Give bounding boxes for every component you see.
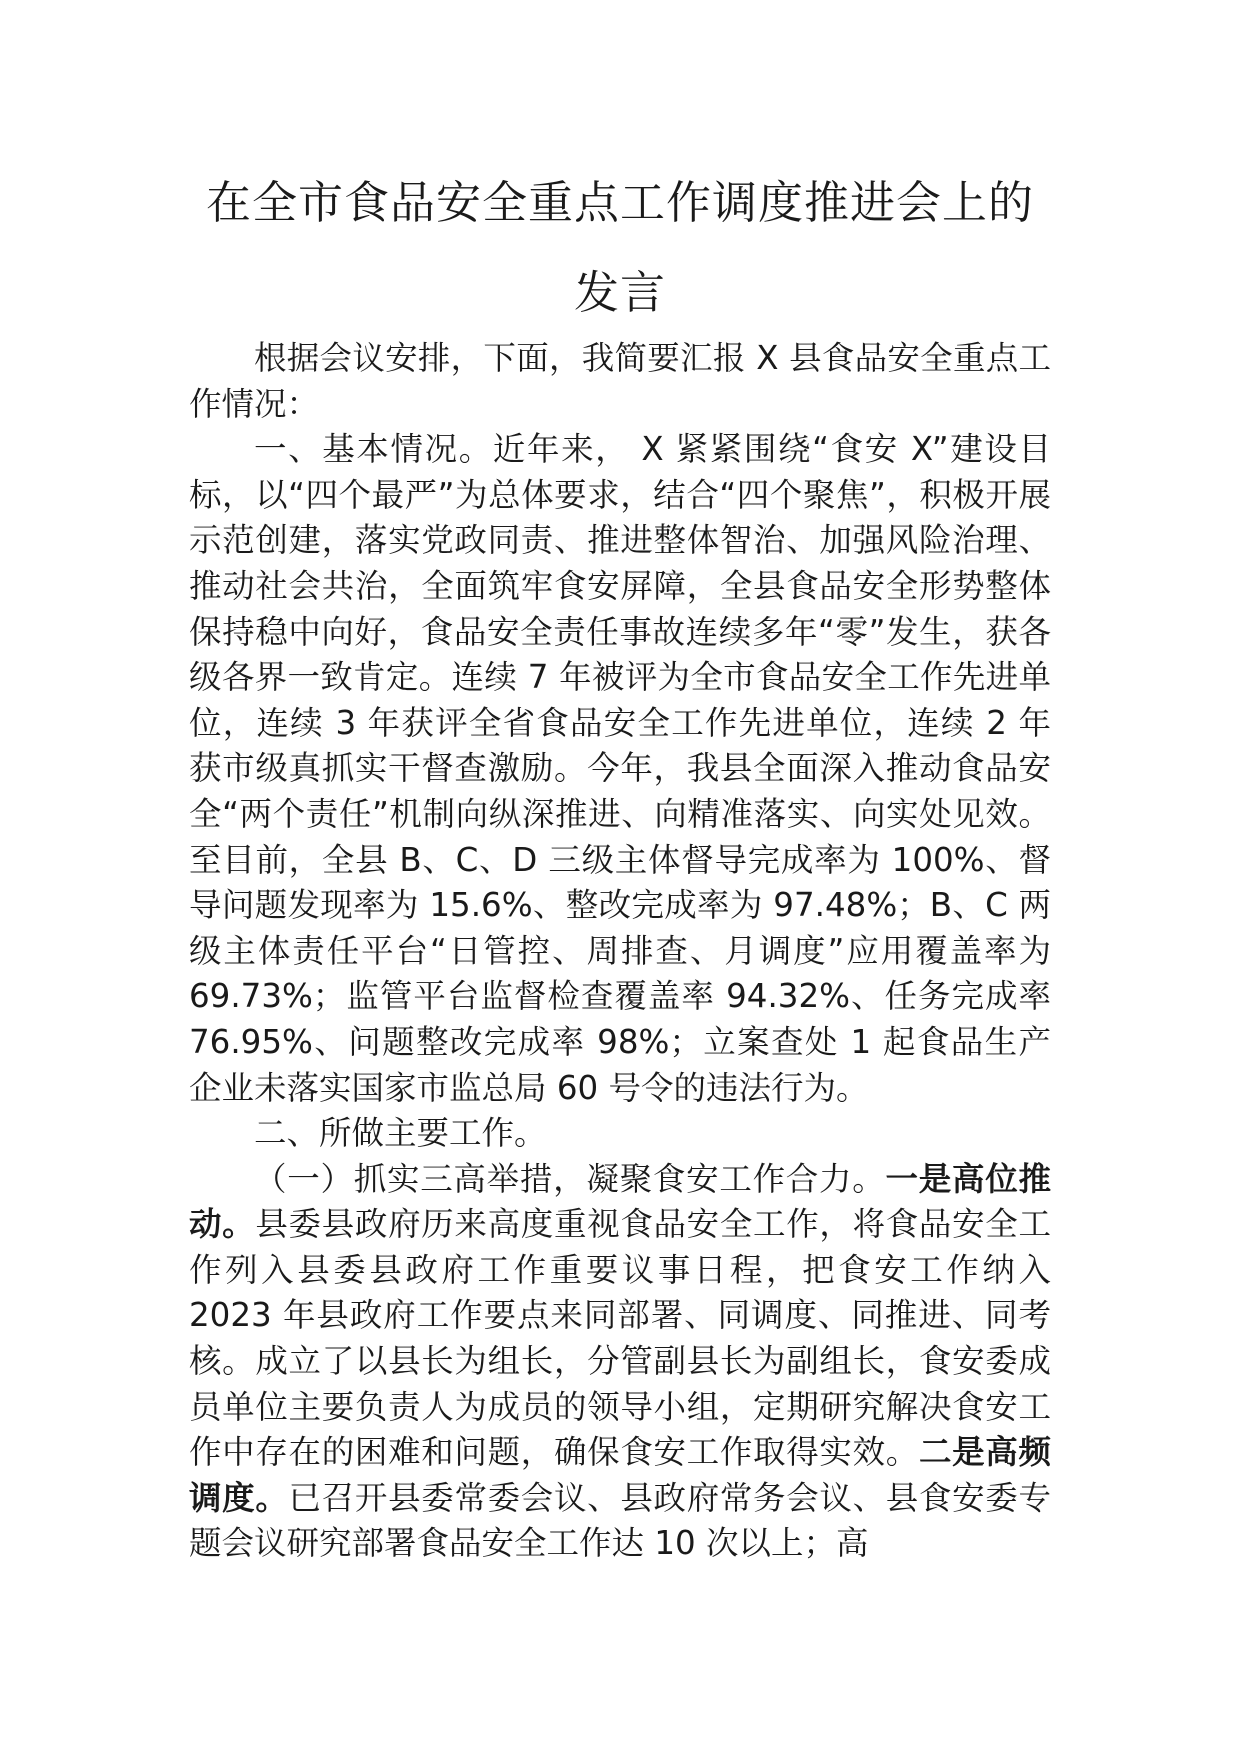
subsection-heading: （一）抓实三高举措，凝聚食安工作合力。: [254, 1159, 886, 1198]
paragraph-intro: 根据会议安排，下面，我简要汇报 X 县食品安全重点工作情况：: [189, 339, 1051, 423]
bold-point-1: 一是高位推动。: [189, 1159, 1051, 1244]
title-line-2: 发言: [573, 266, 666, 319]
paragraph-basic-situation: 一、基本情况。近年来， X 紧紧围绕“食安 X”建设目标，以“四个最严”为总体要求，结合“四个聚焦”，积极开展示范创建，落实党政同责、推进整体智治、加强风险治理、推动社会共治，全面筑牢食安屏障，全县食品安全形势整体保持稳中向好，食品安全责任事故连续多年“零”发生，获各级各界一致肯定。连续 7 年被评为全市食品安全工作先进单位，连续 3 年获评全省食品安全工作先进单位，连续 2 年获市级真抓实干督查激励。今年，我县全面深入推动食品安全“两个责任”机制向纵深推进、向精准落实、向实处见效。至目前，全县 B、C、D 三级主体督导完成率为 100%、督导问题发现率为 15.6%、整改完成率为 97.48%；B、C 两级主体责任平台“日管控、周排查、月调度”应用覆盖率为 69.73%；监管平台监督检查覆盖率 94.32%、任务完成率 76.95%、问题整改完成率 98%；立案查处 1 起食品生产企业未落实国家市监总局 60 号令的违法行为。: [189, 430, 1051, 1107]
point-2-text: 已召开县委常委会议、县政府常务会议、县食安委专题会议研究部署食品安全工作达 10 次以上；高: [189, 1478, 1051, 1563]
bold-point-2: 二是高频调度。: [189, 1433, 1051, 1517]
point-1-text: 县委县政府历来高度重视食品安全工作，将食品安全工作列入县委县政府工作重要议事日程，把食安工作纳入 2023 年县政府工作要点来同部署、同调度、同推进、同考核。成立了以县长为组长，分管副县长为副组长，食安委成员单位主要负责人为成员的领导小组，定期研究解决食安工作中存在的困难和问题，确保食安工作取得实效。: [189, 1205, 1051, 1472]
paragraph-main-work: [189, 1157, 1051, 1567]
paragraph-section-heading: 二、所做主要工作。: [254, 1114, 547, 1153]
title-line-1: 在全市食品安全重点工作调度推进会上的: [205, 176, 1034, 229]
document-body: [189, 336, 1051, 1567]
document-title: [140, 158, 1100, 338]
